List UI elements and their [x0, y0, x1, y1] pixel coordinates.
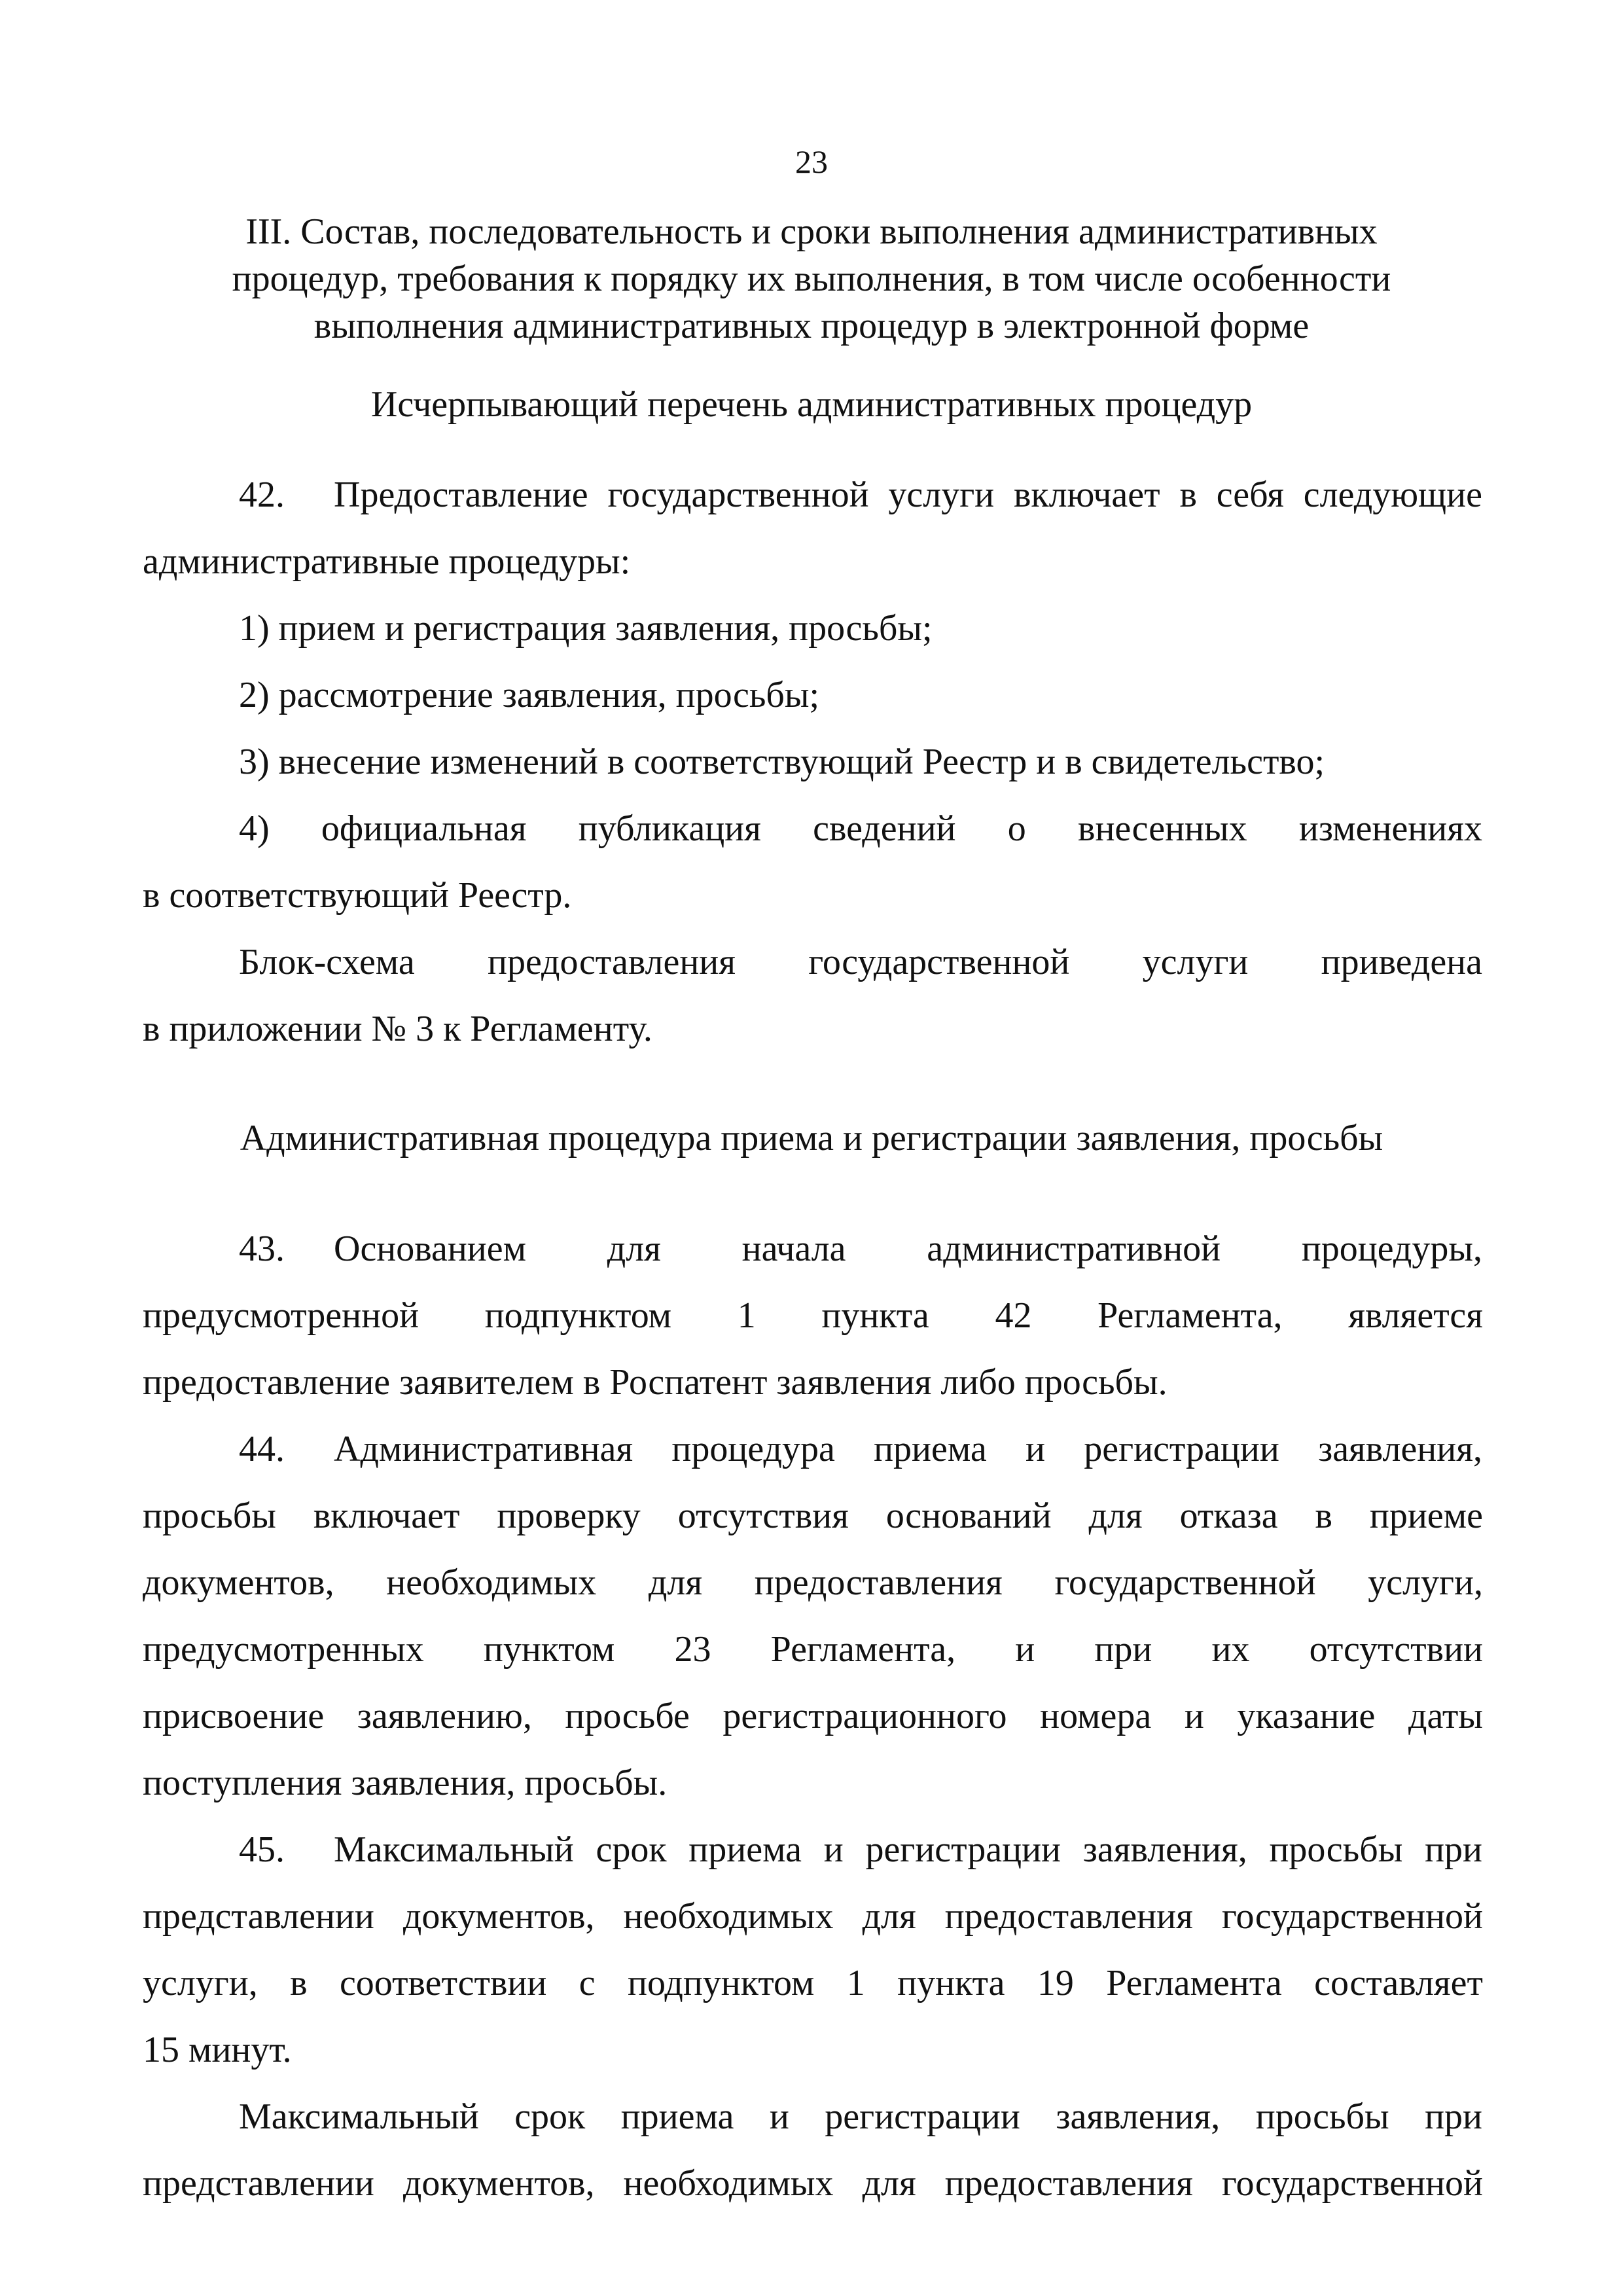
list-item: 1) прием и регистрация заявления, просьбы; [239, 608, 933, 649]
paragraph-42-line: административные процедуры: [143, 541, 631, 582]
list-item-continuation: в соответствующий Реестр. [143, 875, 572, 916]
paragraph-44-line: документов, необходимых для предоставления государственной услуги, [143, 1562, 1483, 1603]
paragraph-43-line: предоставление заявителем в Роспатент заявления либо просьбы. [143, 1362, 1168, 1403]
paragraph-44-line: поступления заявления, просьбы. [143, 1763, 668, 1803]
paragraph-number: 44. [239, 1429, 285, 1469]
paragraph-number: 42. [239, 475, 285, 515]
paragraph-45-line: услуги, в соответствии с подпунктом 1 пункта 19 Регламента составляет [143, 1963, 1483, 2003]
paragraph-number: 43. [239, 1229, 285, 1269]
list-item: 2) рассмотрение заявления, просьбы; [239, 675, 820, 715]
section-heading [196, 208, 1427, 350]
paragraph-44-line: 44. Административная процедура приема и регистрации заявления, [239, 1429, 1482, 1469]
paragraph-45b-line: Максимальный срок приема и регистрации заявления, просьбы при [239, 2096, 1482, 2137]
subheading-procedure: Административная процедура приема и регистрации заявления, просьбы [240, 1118, 1383, 1158]
paragraph-45b-line: представлении документов, необходимых для предоставления государственной [143, 2163, 1483, 2204]
section-heading-line: выполнения административных процедур в электронной форме [313, 306, 1310, 346]
paragraph-42-line: 42. Предоставление государственной услуги включает в себя следующие [239, 475, 1482, 515]
paragraph-43-line: 43. Основанием для начала административной процедуры, [239, 1229, 1482, 1269]
block-scheme-line: в приложении № 3 к Регламенту. [143, 1009, 652, 1049]
paragraph-44-line: присвоение заявлению, просьбе регистрационного номера и указание даты [143, 1696, 1483, 1736]
paragraph-number: 45. [239, 1829, 285, 1870]
list-item: 4) официальная публикация сведений о внесенных изменениях [239, 808, 1482, 849]
paragraph-44-line: предусмотренных пунктом 23 Регламента, и при их отсутствии [143, 1629, 1483, 1670]
section-heading-line: III. Состав, последовательность и сроки выполнения административных [245, 211, 1378, 252]
list-item: 3) внесение изменений в соответствующий Реестр и в свидетельство; [239, 742, 1325, 782]
paragraph-43-line: предусмотренной подпунктом 1 пункта 42 Регламента, является [143, 1295, 1483, 1336]
paragraph-45-line: представлении документов, необходимых для предоставления государственной [143, 1896, 1483, 1937]
section-heading-line: процедур, требования к порядку их выполнения, в том числе особенности [232, 259, 1391, 299]
paragraph-45-line: 45. Максимальный срок приема и регистрации заявления, просьбы при [239, 1829, 1482, 1870]
page-number: 23 [795, 143, 828, 180]
paragraph-44-line: просьбы включает проверку отсутствия оснований для отказа в приеме [143, 1496, 1483, 1536]
subheading-procedure-list: Исчерпывающий перечень административных процедур [370, 384, 1253, 425]
paragraph-45-line: 15 минут. [143, 2030, 292, 2070]
block-scheme-line: Блок-схема предоставления государственной услуги приведена [239, 942, 1482, 982]
